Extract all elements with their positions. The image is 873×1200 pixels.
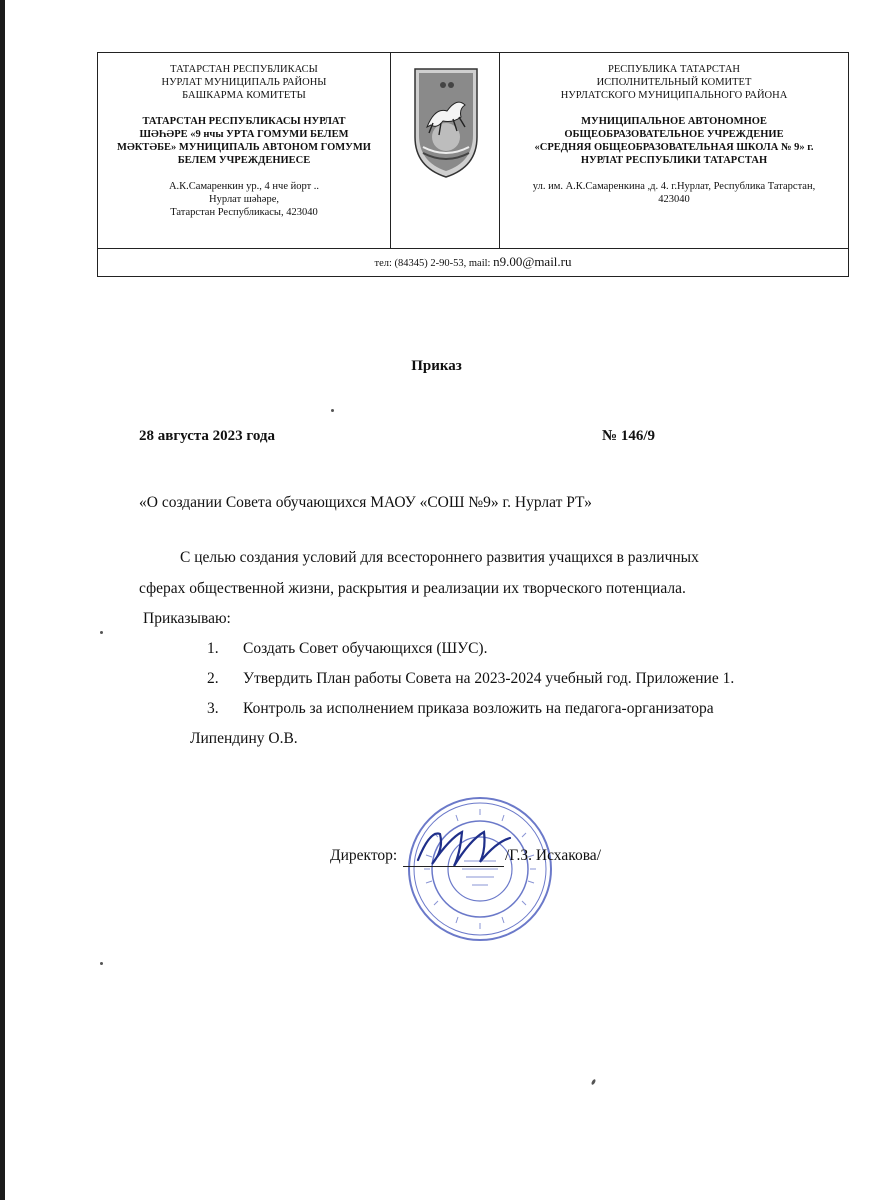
list-item-continuation: Липендину О.В. [190,730,298,747]
header-right-line: ИСПОЛНИТЕЛЬНЫЙ КОМИТЕТ [596,77,752,88]
letterhead-right-russian [500,53,848,258]
signature-icon [410,820,520,880]
header-left-address: Татарстан Республикасы, 423040 [170,207,318,218]
order-word: Приказываю: [143,610,231,627]
header-right-address: ул. им. А.К.Самаренкина ,д. 4. г.Нурлат, Республика Татарстан, [532,181,816,192]
header-left-school: МӘКТӘБЕ» МУНИЦИПАЛЬ АВТОНОМ ГОМУМИ [117,142,371,153]
header-right-address: 423040 [658,194,690,205]
list-item-number: 3. [207,700,219,717]
list-item-number: 2. [207,670,219,687]
scan-edge [0,0,5,1200]
letterhead-emblem-cell [391,53,500,248]
header-left-line: БАШКАРМА КОМИТЕТЫ [182,90,306,101]
intro-line-2: сферах общественной жизни, раскрытия и реализации их творческого потенциала. [139,580,686,597]
header-right-line: НУРЛАТСКОГО МУНИЦИПАЛЬНОГО РАЙОНА [560,90,788,101]
contacts-phone: тел: (84345) 2-90-53, mail: [374,258,494,269]
document-title: Приказ [411,358,462,374]
document-date: 28 августа 2023 года [139,428,276,444]
list-item [207,640,488,658]
header-right-school: ОБЩЕОБРАЗОВАТЕЛЬНОЕ УЧРЕЖДЕНИЕ [564,129,784,140]
scan-speck [331,409,334,412]
header-left-line: ТАТАРСТАН РЕСПУБЛИКАСЫ [170,64,318,75]
list-item-text: Контроль за исполнением приказа возложить на педагога-организатора [243,700,714,717]
director-label: Директор: [330,847,398,864]
scan-speck [100,962,103,965]
list-item-text: Утвердить План работы Совета на 2023-2024 учебный год. Приложение 1. [243,670,735,687]
header-left-school: ШӘҺӘРЕ «9 нчы УРТА ГОМУМИ БЕЛЕМ [139,129,349,140]
scan-speck [591,1079,597,1086]
header-left-address: А.К.Самаренкин ур., 4 нче йорт .. [168,181,320,192]
list-item [207,670,735,688]
letterhead [97,52,849,277]
header-left-school: ТАТАРСТАН РЕСПУБЛИКАСЫ НУРЛАТ [142,116,346,127]
signature-line [403,866,504,867]
header-left-school: БЕЛЕМ УЧРЕЖДЕНИЕСЕ [177,155,311,166]
letterhead-left-tatar [98,53,391,248]
list-item-number: 1. [207,640,219,657]
header-right-school: НУРЛАТ РЕСПУБЛИКИ ТАТАРСТАН [580,155,768,166]
header-right-school: «СРЕДНЯЯ ОБЩЕОБРАЗОВАТЕЛЬНАЯ ШКОЛА № 9» г. [534,142,814,153]
coat-of-arms-icon [413,67,479,179]
director-name: /Г.З. Исхакова/ [505,847,601,864]
list-item-text: Создать Совет обучающихся (ШУС). [243,640,488,657]
header-right-school: МУНИЦИПАЛЬНОЕ АВТОНОМНОЕ [581,116,767,127]
intro-line-1: С целью создания условий для всестороннего развития учащихся в различных [180,549,699,566]
document-number: № 146/9 [602,428,655,444]
letterhead-contacts [98,248,848,277]
contacts-email: n9.00@mail.ru [493,254,572,269]
list-item [207,700,714,718]
header-right-line: РЕСПУБЛИКА ТАТАРСТАН [607,64,740,75]
header-left-line: НУРЛАТ МУНИЦИПАЛЬ РАЙОНЫ [161,77,327,88]
scan-speck [100,631,103,634]
document-subject: «О создании Совета обучающихся МАОУ «СОШ №9» г. Нурлат РТ» [139,494,592,511]
header-left-address: Нурлат шәһәре, [209,194,279,205]
